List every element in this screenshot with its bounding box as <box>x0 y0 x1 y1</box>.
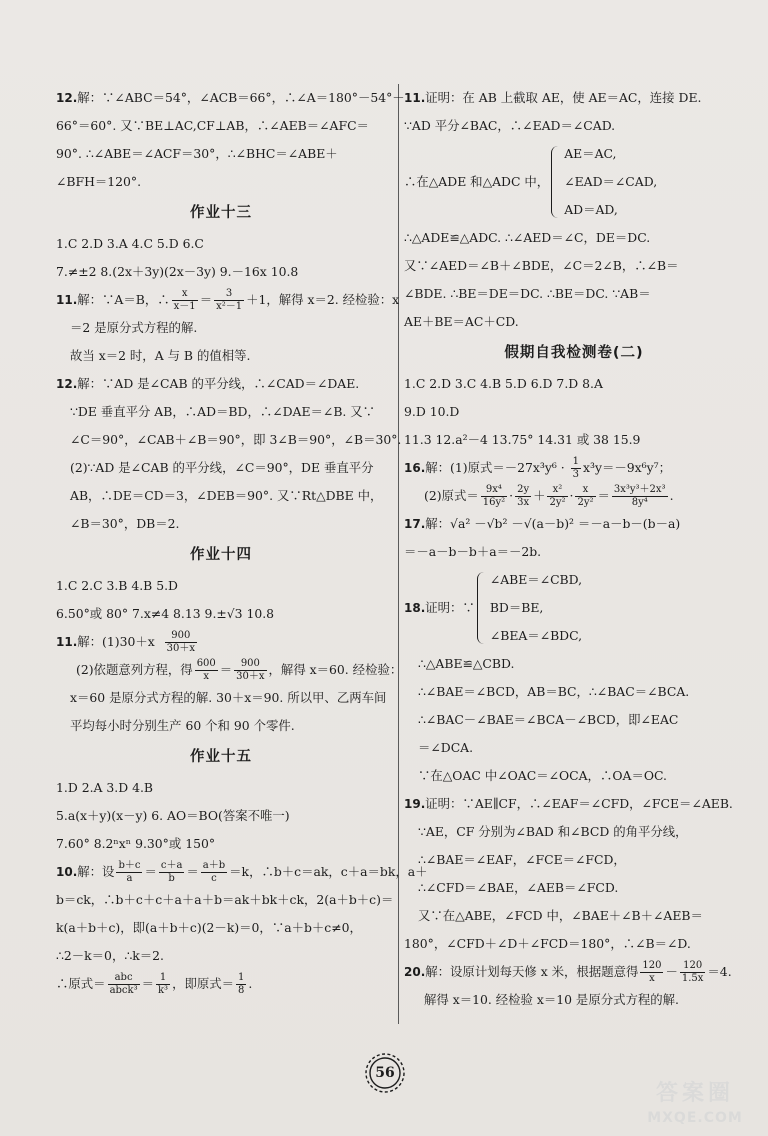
column-divider <box>398 84 399 1024</box>
brace-items <box>564 140 657 224</box>
denominator: b <box>168 873 175 884</box>
operator: ＝ <box>199 292 213 307</box>
answer-15-10-line-4: ∴2－k＝0，∴k＝2. <box>56 948 164 963</box>
answer-r11-line-3: ∴△ADE≌△ADC. ∴∠AED＝∠C，DE＝DC. <box>404 230 651 245</box>
denominator: x－1 <box>173 301 196 312</box>
answer-17-line-1 <box>404 510 744 538</box>
numerator: 1 <box>156 972 170 985</box>
brace-item: AE＝AC, <box>564 146 617 161</box>
fraction <box>575 484 595 509</box>
operator: ＝ <box>144 864 157 879</box>
numerator: 3x³y³＋2x³ <box>613 484 666 495</box>
fraction <box>612 484 668 509</box>
page-number: 56 <box>375 1065 395 1081</box>
numerator: 2y <box>517 484 530 495</box>
answer-17-line-2: ＝－a－b－b＋a＝－2b. <box>404 544 542 559</box>
denominator: 3x <box>517 497 530 508</box>
fraction <box>172 288 198 313</box>
question-number: 12. <box>56 91 78 105</box>
answers-test2-choice-1: 1.C 2.D 3.C 4.B 5.D 6.D 7.D 8.A <box>404 376 603 391</box>
answer-13-11-line-1 <box>56 286 400 314</box>
question-number: 19. <box>404 797 426 811</box>
answer-15-10-line-3: k(a＋b＋c)，即(a＋b＋c)(2－k)＝0，∵a＋b＋c≠0， <box>56 920 362 935</box>
answer-14-11-line-4: 平均每小时分别生产 60 个和 90 个零件. <box>70 718 295 733</box>
denominator: a <box>126 873 133 884</box>
section-heading-14: 作业十四 <box>190 547 252 563</box>
watermark-logo-text: 答案圈 <box>655 1081 734 1106</box>
fraction <box>195 658 218 683</box>
answer-text: ＝4. <box>707 964 732 979</box>
denominator: x <box>203 671 210 682</box>
answer-text: 证明：∵ <box>425 600 475 615</box>
answer-text: . <box>248 976 253 991</box>
answer-r11-line-2: ∵AD 平分∠BAC，∴∠EAD＝∠CAD. <box>404 118 616 133</box>
question-number: 10. <box>56 865 78 879</box>
answer-12a-line-4: ∠BFH＝120°. <box>56 174 142 189</box>
brace-item: ∠EAD＝∠CAD, <box>564 174 658 189</box>
fraction <box>640 960 663 985</box>
answers-13-choice: 1.C 2.D 3.A 4.C 5.D 6.C <box>56 236 204 251</box>
answers-test2-fill: 11.3 12.a²－4 13.75° 14.31 或 38 15.9 <box>404 432 641 447</box>
answer-text: ＝k，∴b＋c＝ak，c＋a＝bk，a＋ <box>229 864 428 879</box>
answer-12a-line-3: 90°. ∴∠ABE＝∠ACF＝30°，∴∠BHC＝∠ABE＋ <box>56 146 338 161</box>
brace-item: BD＝BE, <box>489 600 544 615</box>
fraction <box>165 630 197 655</box>
operator: ＝ <box>186 864 199 879</box>
answer-13-12-line-2: ∵DE 垂直平分 AB，∴AD＝BD，∴∠DAE＝∠B. 又∵ <box>70 404 376 419</box>
denominator: 8y⁴ <box>631 497 648 508</box>
answer-20-line-1 <box>404 958 744 986</box>
answers-15-fill-2: 7.60° 8.2ⁿxⁿ 9.30°或 150° <box>56 836 216 851</box>
answer-13-12-line-1 <box>56 370 386 398</box>
section-heading-holiday-test-2: 假期自我检测卷(二) <box>504 345 644 361</box>
answer-13-12-line-5: AB，∴DE＝CD＝3，∠DEB＝90°. 又∵Rt△DBE 中， <box>70 488 383 503</box>
fraction <box>571 456 581 481</box>
brace-item: ∠BEA＝∠BDC, <box>489 628 583 643</box>
answer-15-10-line-5 <box>56 970 386 998</box>
answer-19-line-3: ∴∠BAE＝∠EAF，∠FCE＝∠FCD， <box>418 852 626 867</box>
numerator: b＋c <box>118 860 141 871</box>
numerator: x² <box>547 484 567 497</box>
answer-text: ∵∠ABC＝54°，∠ACB＝66°，∴∠A＝180°－54°－ <box>102 90 405 105</box>
answers-test2-choice-2: 9.D 10.D <box>404 404 460 419</box>
denominator: abck³ <box>109 985 138 996</box>
numerator: abc <box>108 972 140 985</box>
denominator: 2y² <box>549 497 566 508</box>
operator: · <box>509 488 514 503</box>
answer-text: 证明：在 AB 上截取 AE，使 AE＝AC，连接 DE. <box>425 90 702 105</box>
answer-13-11-line-3: 故当 x＝2 时，A 与 B 的值相等. <box>70 348 251 363</box>
numerator: 120 <box>642 960 662 971</box>
answer-19-line-2: ∵AE，CF 分别为∠BAD 和∠BCD 的角平分线， <box>418 824 688 839</box>
answer-r11-brace-group <box>404 140 744 224</box>
question-number: 17. <box>404 517 426 531</box>
answer-14-11-line-1 <box>56 628 386 656</box>
numerator: a＋b <box>202 860 226 871</box>
question-number: 11. <box>56 293 78 307</box>
answer-r11-line-1 <box>404 84 744 112</box>
answer-19-line-1 <box>404 790 744 818</box>
denominator: c <box>211 873 217 884</box>
answer-19-line-4: ∴∠CFD＝∠BAE，∠AEB＝∠FCD. <box>418 880 619 895</box>
answer-18-line-4: ＝∠DCA. <box>418 740 474 755</box>
answer-18-brace-group <box>404 566 744 650</box>
numerator: x <box>575 484 595 497</box>
answer-13-12-line-3: ∠C＝90°，∠CAB＋∠B＝90°，即 3∠B＝90°，∠B＝30°. <box>70 432 402 447</box>
fraction <box>116 860 142 885</box>
question-number: 20. <box>404 965 426 979</box>
section-heading-15: 作业十五 <box>190 749 252 765</box>
left-brace <box>551 146 560 218</box>
answer-r11-line-5: ∠BDE. ∴BE＝DE＝DC. ∴BE＝DC. ∵AB＝ <box>404 286 651 301</box>
answers-14-fill: 6.50°或 80° 7.x≠4 8.13 9.±√3 10.8 <box>56 606 275 621</box>
numerator: 600 <box>196 658 216 669</box>
answer-text: ∴在△ADE 和△ADC 中， <box>404 174 550 189</box>
brace-item: AD＝AD, <box>564 202 618 217</box>
operator: － <box>665 964 678 979</box>
answer-text: (2)依题意列方程，得 <box>76 662 193 677</box>
numerator: c＋a <box>160 860 183 871</box>
answers-13-fill: 7.≠±2 8.(2x＋3y)(2x－3y) 9.－16x 10.8 <box>56 264 299 279</box>
answer-text: 解：∵AD 是∠CAB 的平分线，∴∠CAD＝∠DAE. <box>77 376 360 391</box>
brace-items <box>490 566 582 650</box>
answer-15-10-line-2: b＝ck，∴b＋c＋c＋a＋a＋b＝ak＋bk＋ck，2(a＋b＋c)＝ <box>56 892 394 907</box>
operator: ＝ <box>597 488 610 503</box>
question-number: 18. <box>404 601 426 615</box>
answer-13-12-line-6: ∠B＝30°，DB＝2. <box>70 516 180 531</box>
fraction <box>515 484 531 509</box>
question-number: 16. <box>404 461 426 475</box>
answer-14-11-line-3: x＝60 是原分式方程的解. 30＋x＝90. 所以甲、乙两车间 <box>70 690 387 705</box>
answer-text: 解：设原计划每天修 x 米，根据题意得 <box>425 964 639 979</box>
fraction <box>201 860 227 885</box>
answer-text: 证明：∵AE∥CF，∴∠EAF＝∠CFD，∠FCE＝∠AEB. <box>425 796 733 811</box>
denominator: k³ <box>158 985 169 996</box>
fraction <box>234 658 266 683</box>
answers-15-choice: 1.D 2.A 3.D 4.B <box>56 780 154 795</box>
answer-13-12-line-4: (2)∵AD 是∠CAB 的平分线，∠C＝90°，DE 垂直平分 <box>70 460 374 475</box>
answer-text: 解：√a² －√b² －√(a－b)² ＝－a－b－(b－a) <box>425 516 681 531</box>
answers-14-choice: 1.C 2.C 3.B 4.B 5.D <box>56 578 178 593</box>
answer-text: ，即原式＝ <box>172 976 235 991</box>
fraction <box>214 288 244 313</box>
denominator: 3 <box>572 469 580 480</box>
section-heading-13: 作业十三 <box>190 205 252 221</box>
numerator: 900 <box>165 630 197 643</box>
numerator: 120 <box>680 960 706 973</box>
numerator: 1 <box>572 456 580 467</box>
question-number: 12. <box>56 377 78 391</box>
answer-18-line-3: ∴∠BAC－∠BAE＝∠BCA－∠BCD，即∠EAC <box>418 712 679 727</box>
answer-text: 解：(1)30＋x <box>77 634 155 649</box>
answer-19-line-5: 又∵在△ABE，∠FCD 中，∠BAE＋∠B＋∠AEB＝ <box>418 908 703 923</box>
answer-r11-line-4: 又∵∠AED＝∠B＋∠BDE，∠C＝2∠B，∴∠B＝ <box>404 258 679 273</box>
answer-text: 解：设 <box>77 864 115 879</box>
answer-18-line-5: ∵在△OAC 中∠OAC＝∠OCA，∴OA＝OC. <box>418 768 667 783</box>
numerator: 9x⁴ <box>481 484 507 497</box>
answer-lead: 解： <box>77 90 103 105</box>
operator: ＝ <box>141 976 154 991</box>
answer-16-line-1 <box>404 454 744 482</box>
answers-15-fill-1: 5.a(x＋y)(x－y) 6. AO＝BO(答案不唯一) <box>56 808 290 823</box>
answer-19-line-6: 180°，∠CFD＋∠D＋∠FCD＝180°，∴∠B＝∠D. <box>404 936 691 951</box>
denominator: 1.5x <box>681 973 704 984</box>
left-brace <box>477 572 486 644</box>
denominator: 2y² <box>577 497 594 508</box>
answer-text: ∴原式＝ <box>56 976 106 991</box>
answer-text: ＋1，解得 x＝2. 经检验：x <box>246 292 400 307</box>
page-number-badge <box>362 1050 408 1096</box>
answer-12a-line-2: 66°＝60°. 又∵BE⊥AC,CF⊥AB，∴∠AEB＝∠AFC＝ <box>56 118 369 133</box>
answer-r11-line-6: AE＋BE＝AC＋CD. <box>404 314 519 329</box>
answer-15-10-line-1 <box>56 858 428 886</box>
numerator: x <box>172 288 198 301</box>
answer-20-line-2: 解得 x＝10. 经检验 x＝10 是原分式方程的解. <box>424 992 679 1007</box>
answer-text: x³y＝－9x⁶y⁷； <box>583 460 671 475</box>
operator: ＝ <box>219 662 233 677</box>
fraction <box>236 972 246 997</box>
question-number: 11. <box>56 635 78 649</box>
fraction <box>481 484 507 509</box>
brace-item: ∠ABE＝∠CBD, <box>489 572 583 587</box>
answer-text: . <box>669 488 674 503</box>
answer-text: 解：(1)原式＝－27x³y⁶ · <box>425 460 569 475</box>
question-number: 11. <box>404 91 426 105</box>
operator: ＋ <box>533 488 546 503</box>
fraction <box>156 972 170 997</box>
answer-18-line-2: ∴∠BAE＝∠BCD，AB＝BC，∴∠BAC＝∠BCA. <box>418 684 690 699</box>
right-column <box>404 84 744 1014</box>
fraction <box>108 972 140 997</box>
answer-14-11-line-2 <box>56 656 403 684</box>
answer-18-line-1: ∴△ABE≌△CBD. <box>418 656 515 671</box>
answer-text: (2)原式＝ <box>424 488 479 503</box>
fraction <box>159 860 185 885</box>
operator: · <box>569 488 574 503</box>
watermark <box>630 1080 760 1136</box>
answer-16-line-2 <box>404 482 744 510</box>
numerator: 900 <box>234 658 266 671</box>
answer-12a-line-1 <box>56 84 405 112</box>
denominator: x <box>649 973 655 984</box>
answer-text: ，解得 x＝60. 经检验： <box>268 662 403 677</box>
denominator: 30＋x <box>236 671 265 682</box>
denominator: x²－1 <box>216 301 243 312</box>
fraction <box>547 484 567 509</box>
watermark-url: MXQE.COM <box>647 1110 743 1126</box>
denominator: 16y² <box>482 497 506 508</box>
fraction <box>680 960 706 985</box>
denominator: 30＋x <box>166 643 196 654</box>
numerator: 3 <box>214 288 244 301</box>
answer-text: 解：∵A＝B，∴ <box>77 292 170 307</box>
numerator: 1 <box>238 972 245 983</box>
answer-13-11-line-2: ＝2 是原分式方程的解. <box>70 320 198 335</box>
denominator: 8 <box>238 985 245 996</box>
